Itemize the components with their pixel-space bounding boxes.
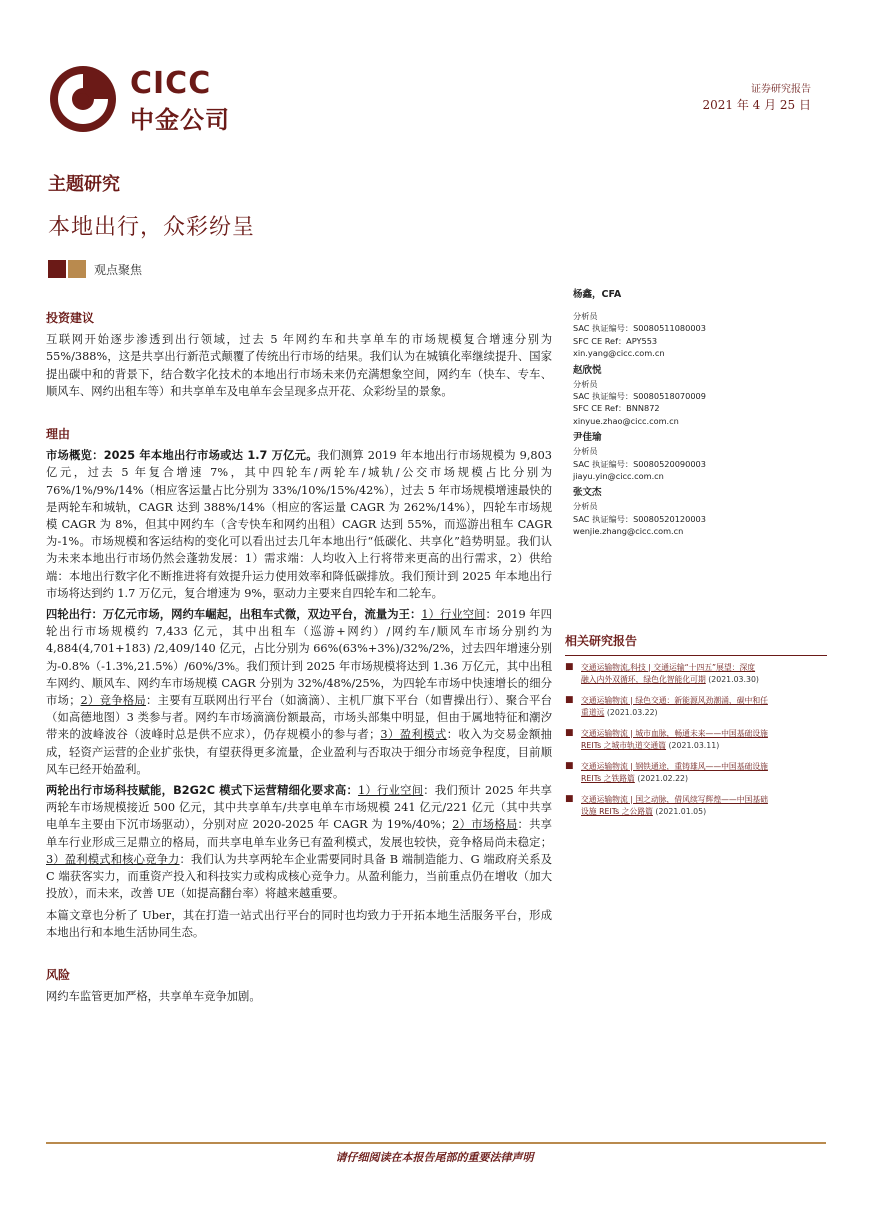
four-wheel-u1: 1）行业空间	[421, 608, 486, 622]
two-wheel-t2: ：共享单车行业形成三足鼎立的格局，而共享电单车业务已有盈利模式，发展也较快，竞争格局尚未稳定；	[46, 818, 552, 849]
bullet-icon: ■	[565, 761, 574, 771]
related-report-item[interactable]	[565, 761, 827, 784]
report-date: (2021.02.22)	[637, 773, 689, 783]
invest-text: 互联网开始逐步渗透到出行领域，过去 5 年网约车和共享单车的市场规模复合增速分别为 55%/388%，这是共享出行新范式颠覆了传统出行市场的结果。我们认为在城镇化率继续提升、国家提出碳中和的背景下，结合数字化技术的本地出行市场未来仍充满想象空间，网约车（快车、专车、顺风车、网约出租车等）和共享单车及电单车会呈现多点开花、众彩纷呈的景象。	[46, 333, 552, 398]
analyst-sac: SAC 执证编号：S0080520120003	[573, 513, 706, 524]
tag-square-gold	[68, 260, 86, 278]
analyst-card	[573, 431, 833, 482]
bullet-icon: ■	[565, 662, 574, 672]
overview-bold: 市场概览：2025 年本地出行市场或达 1.7 万亿元。	[46, 449, 318, 463]
analyst-sac: SAC 执证编号：S0080518070009	[573, 391, 706, 402]
report-line1[interactable]: 交通运输物流 | 国之动脉，借风续写辉煌——中国基础	[581, 795, 768, 804]
reason-four-wheel	[46, 606, 552, 778]
analyst-email[interactable]: wenjie.zhang@cicc.com.cn	[573, 526, 684, 537]
risk-heading: 风险	[46, 967, 71, 982]
doc-date: 2021 年 4 月 25 日	[702, 98, 811, 112]
page-title: 本地出行，众彩纷呈	[48, 215, 256, 240]
related-report-item[interactable]	[565, 695, 827, 718]
report-date: (2021.03.30)	[708, 674, 759, 684]
bullet-icon: ■	[565, 695, 574, 705]
analyst-role: 分析员	[573, 311, 598, 321]
analyst-email[interactable]: jiayu.yin@cicc.com.cn	[573, 471, 664, 482]
analyst-card	[573, 288, 833, 360]
bullet-icon: ■	[565, 794, 574, 804]
main-content	[46, 310, 552, 1009]
logo-text-cn: 中金公司	[130, 106, 230, 134]
reason-two-wheel	[46, 782, 552, 902]
analyst-ce: SFC CE Ref：APY553	[573, 335, 658, 346]
related-report-item[interactable]	[565, 728, 827, 751]
tag-square-dark	[48, 260, 66, 278]
footer-divider	[46, 1142, 826, 1144]
two-wheel-u1: 1）行业空间	[358, 784, 424, 798]
two-wheel-u3: 3）盈利模式和核心竞争力	[46, 852, 180, 866]
reason-uber: 本篇文章也分析了 Uber，其在打造一站式出行平台的同时也均致力于开拓本地生活服务平台，形成本地出行和本地生活协同生态。	[46, 908, 552, 939]
analyst-role: 分析员	[573, 446, 598, 457]
two-wheel-t3: ：我们认为共享两轮车企业需要同时具备 B 端制造能力、G 端政府关系及 C 端获客实力，而重资产投入和科技实力或构成核心竞争力。从盈利能力，当前重点仍在增收（加大投放），而未来，改善 UE（如提高翻台率）将越来越重要。	[46, 852, 552, 901]
related-title: 相关研究报告	[565, 634, 638, 648]
analyst-name: 尹佳瑜	[573, 432, 602, 444]
two-wheel-u2: 2）市场格局	[452, 818, 518, 832]
report-date: (2021.03.11)	[668, 740, 720, 750]
report-line2[interactable]: REITs 之城市轨道交通篇	[581, 740, 667, 750]
overview-text: 我们测算 2019 年本地出行市场规模为 9,803 亿元，过去 5 年复合增速 7%，其中四轮车/两轮车/城轨/公交市场规模占比分别为 76%/1%/9%/14%（相应客运量占比分别为 33%/10%/15%/42%），过去 5 年市场规模增速最快的是两轮车和城轨，CAGR 达到 388%/14%（相应的客运量 CAGR 为 262%/14%），四轮车市场规模 CAGR 为 8%，但其中网约车（含专快车和网约出租）CAGR 达到 55%，而巡游出租车 CAGR 为-1%。市场规模和客运结构的变化可以看出过去几年本地出行“低碳化、共享化”趋势明显。我们认为未来本地出行市场仍然会蓬勃发展：1）需求端：人均收入上行将带来更高的出行需求，2）供给端：本地出行数字化不断推进将有效提升运力使用效率和降低碳排放。我们预计到 2025 年本地出行市场将达到约 1.7 万亿元，复合增速为 9%，驱动力主要来自四轮车和二轮车。	[46, 449, 552, 600]
invest-heading: 投资建议	[46, 311, 95, 325]
report-line1[interactable]: 交通运输物流 | 城市血脉，畅通未来——中国基础设施	[581, 729, 768, 738]
doc-type: 证券研究报告	[751, 84, 811, 95]
analyst-sac: SAC 执证编号：S0080511080003	[573, 323, 706, 334]
analyst-card	[573, 364, 833, 428]
legal-notice: 请仔细阅读在本报告尾部的重要法律声明	[335, 1151, 534, 1164]
report-line1[interactable]: 交通运输物流 | 绿色交通：新能源风劲潮涌，碳中和任	[581, 696, 768, 705]
report-date: (2021.03.22)	[606, 707, 658, 717]
related-report-item[interactable]	[565, 662, 827, 685]
four-wheel-t2: ：主要有互联网出行平台（如滴滴）、主机厂旗下平台（如曹操出行）、聚合平台（如高德地图）3 类参与者。网约车市场滴滴份额最高，市场头部集中明显，但由于属地特征和潮汐带来的波峰波谷（波峰时总是供不应求），仍存规模小的参与者；	[46, 694, 552, 742]
analyst-ce: SFC CE Ref：BNN872	[573, 403, 660, 414]
related-report-item[interactable]	[565, 794, 827, 817]
two-wheel-t1: ：我们预计 2025 年共享两轮车市场规模接近 500 亿元，其中共享单车/共享电单车市场规模 241 亿元/221 亿元（其中共享电单车主要由下沉市场驱动），分别对应 2020-2025 年 CAGR 为 19%/40%；	[46, 784, 552, 832]
four-wheel-u2: 2）竞争格局	[80, 694, 146, 708]
analyst-role: 分析员	[573, 378, 598, 389]
reason-heading: 理由	[46, 427, 71, 442]
four-wheel-t1: ：2019 年四轮出行市场规模约 7,433 亿元，其中出租车（巡游+网约）/网约车/顺风车市场分别约为 4,884(4,701+183) /2,409/140 亿元，占比分别为 66%(63%+3%)/32%/2%，过去四年增速分别为-0.8%（-1.3%,21.5%）/60%/3%。我们预计到 2025 年市场规模将达到 1.36 万亿元，其中出租车网约、顺风车、网约车市场规模 CAGR 分别为 32%/48%/25%，为四轮车市场中快速增长的细分市场；	[46, 608, 552, 708]
report-line2[interactable]: 融入内外双循环，绿色化智能化可期	[581, 674, 706, 684]
analyst-name: 赵欣悦	[573, 364, 602, 376]
analyst-name: 张文杰	[573, 487, 602, 499]
two-wheel-bold: 两轮出行市场科技赋能，B2G2C 模式下运营精细化要求高：	[46, 784, 359, 798]
cicc-logo	[48, 62, 248, 132]
report-line2[interactable]: 重道远	[581, 707, 605, 717]
bullet-icon: ■	[565, 728, 574, 738]
analyst-email[interactable]: xin.yang@cicc.com.cn	[573, 348, 665, 359]
report-line2[interactable]: REITs 之铁路篇	[581, 773, 635, 783]
section-label: 主题研究	[48, 174, 120, 195]
cicc-logo-icon	[48, 64, 118, 134]
analyst-list	[573, 288, 833, 542]
logo-text-en: CICC	[130, 66, 212, 101]
analyst-role: 分析员	[573, 501, 598, 512]
related-reports	[565, 632, 827, 827]
four-wheel-bold: 四轮出行：万亿元市场，网约车崛起，出租车式微，双边平台，流量为王：	[46, 608, 422, 622]
report-line2[interactable]: 设施 REITs 之公路篇	[581, 806, 653, 816]
analyst-sac: SAC 执证编号：S0080520090003	[573, 458, 706, 469]
analyst-name: 杨鑫，CFA	[573, 289, 622, 300]
report-line1[interactable]: 交通运输物流 | 钢铁通途，重铸雄风——中国基础设施	[581, 762, 768, 771]
reason-market-overview	[46, 447, 552, 602]
risk-text: 网约车监管更加严格，共享单车竞争加剧。	[46, 990, 261, 1004]
tag-label: 观点聚焦	[94, 263, 143, 277]
four-wheel-t3: ：收入为交易金额抽成，轻资产运营的企业扩张快，有望获得更多流量，企业盈利与否取决于细分市场竞争程度，目前顺风车已经开始盈利。	[46, 728, 552, 776]
analyst-email[interactable]: xinyue.zhao@cicc.com.cn	[573, 415, 679, 426]
report-date: (2021.01.05)	[655, 806, 707, 816]
four-wheel-u3: 3）盈利模式	[380, 728, 447, 742]
analyst-card	[573, 486, 833, 537]
report-line1[interactable]: 交通运输物流,科技 | 交通运输“十四五”展望：深度	[581, 663, 756, 672]
related-divider	[565, 655, 827, 656]
